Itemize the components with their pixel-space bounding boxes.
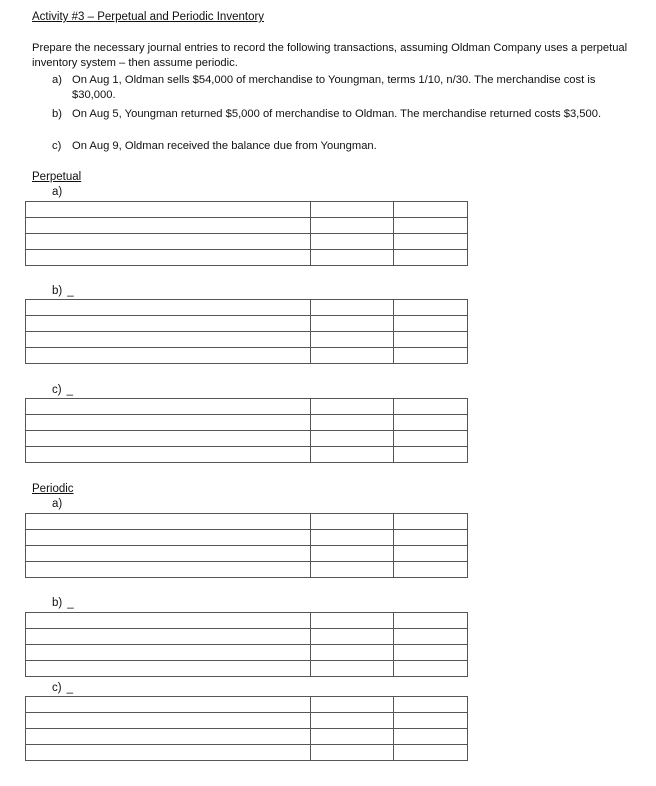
credit-cell[interactable] xyxy=(394,661,468,677)
periodic-journal-b xyxy=(25,612,468,677)
section-periodic-title: Periodic xyxy=(32,483,74,495)
journal-row xyxy=(26,250,468,266)
journal-row xyxy=(26,613,468,629)
debit-cell[interactable] xyxy=(311,530,394,546)
credit-cell[interactable] xyxy=(394,332,468,348)
journal-row xyxy=(26,514,468,530)
account-cell[interactable] xyxy=(26,300,311,316)
credit-cell[interactable] xyxy=(394,202,468,218)
periodic-journal-a xyxy=(25,513,468,578)
account-cell[interactable] xyxy=(26,745,311,761)
debit-cell[interactable] xyxy=(311,316,394,332)
account-cell[interactable] xyxy=(26,316,311,332)
transaction-b xyxy=(52,107,622,137)
periodic-part-b-label: b) _ xyxy=(52,597,74,609)
credit-cell[interactable] xyxy=(394,447,468,463)
credit-cell[interactable] xyxy=(394,234,468,250)
perpetual-part-a-label: a) xyxy=(52,186,63,198)
debit-cell[interactable] xyxy=(311,348,394,364)
credit-cell[interactable] xyxy=(394,300,468,316)
account-cell[interactable] xyxy=(26,661,311,677)
transaction-label: b) xyxy=(52,108,62,120)
transaction-a xyxy=(52,73,622,103)
credit-cell[interactable] xyxy=(394,713,468,729)
journal-row xyxy=(26,697,468,713)
debit-cell[interactable] xyxy=(311,629,394,645)
account-cell[interactable] xyxy=(26,415,311,431)
credit-cell[interactable] xyxy=(394,613,468,629)
journal-row xyxy=(26,431,468,447)
journal-row xyxy=(26,218,468,234)
account-cell[interactable] xyxy=(26,202,311,218)
journal-row xyxy=(26,629,468,645)
credit-cell[interactable] xyxy=(394,514,468,530)
credit-cell[interactable] xyxy=(394,562,468,578)
credit-cell[interactable] xyxy=(394,729,468,745)
journal-row xyxy=(26,530,468,546)
debit-cell[interactable] xyxy=(311,562,394,578)
journal-row xyxy=(26,546,468,562)
account-cell[interactable] xyxy=(26,399,311,415)
debit-cell[interactable] xyxy=(311,745,394,761)
credit-cell[interactable] xyxy=(394,250,468,266)
journal-row xyxy=(26,332,468,348)
account-cell[interactable] xyxy=(26,613,311,629)
journal-row xyxy=(26,399,468,415)
account-cell[interactable] xyxy=(26,697,311,713)
debit-cell[interactable] xyxy=(311,202,394,218)
credit-cell[interactable] xyxy=(394,348,468,364)
account-cell[interactable] xyxy=(26,713,311,729)
debit-cell[interactable] xyxy=(311,697,394,713)
debit-cell[interactable] xyxy=(311,514,394,530)
debit-cell[interactable] xyxy=(311,713,394,729)
journal-row xyxy=(26,745,468,761)
transaction-c xyxy=(52,139,622,154)
journal-row xyxy=(26,415,468,431)
debit-cell[interactable] xyxy=(311,447,394,463)
journal-row xyxy=(26,300,468,316)
credit-cell[interactable] xyxy=(394,431,468,447)
debit-cell[interactable] xyxy=(311,645,394,661)
credit-cell[interactable] xyxy=(394,218,468,234)
account-cell[interactable] xyxy=(26,234,311,250)
debit-cell[interactable] xyxy=(311,399,394,415)
periodic-journal-c xyxy=(25,696,468,761)
debit-cell[interactable] xyxy=(311,332,394,348)
instructions: Prepare the necessary journal entries to record the following transactions, assuming Oldman Company uses a perpetual inventory system – then assume periodic. xyxy=(32,42,628,69)
credit-cell[interactable] xyxy=(394,745,468,761)
debit-cell[interactable] xyxy=(311,415,394,431)
journal-row xyxy=(26,645,468,661)
debit-cell[interactable] xyxy=(311,234,394,250)
debit-cell[interactable] xyxy=(311,661,394,677)
journal-row xyxy=(26,348,468,364)
account-cell[interactable] xyxy=(26,546,311,562)
account-cell[interactable] xyxy=(26,218,311,234)
journal-row xyxy=(26,202,468,218)
journal-row xyxy=(26,234,468,250)
account-cell[interactable] xyxy=(26,514,311,530)
credit-cell[interactable] xyxy=(394,399,468,415)
periodic-part-c-label: c) _ xyxy=(52,682,73,694)
debit-cell[interactable] xyxy=(311,546,394,562)
journal-row xyxy=(26,729,468,745)
debit-cell[interactable] xyxy=(311,431,394,447)
credit-cell[interactable] xyxy=(394,645,468,661)
perpetual-part-c-label: c) _ xyxy=(52,384,73,396)
transaction-label: a) xyxy=(52,74,62,86)
perpetual-part-b-label: b) _ xyxy=(52,285,74,297)
account-cell[interactable] xyxy=(26,562,311,578)
credit-cell[interactable] xyxy=(394,316,468,332)
account-cell[interactable] xyxy=(26,729,311,745)
credit-cell[interactable] xyxy=(394,629,468,645)
transaction-text: On Aug 1, Oldman sells $54,000 of merchandise to Youngman, terms 1/10, n/30. The merchandise cost is $30,000. xyxy=(72,74,596,101)
account-cell[interactable] xyxy=(26,250,311,266)
journal-row xyxy=(26,713,468,729)
perpetual-journal-b xyxy=(25,299,468,364)
transaction-label: c) xyxy=(52,140,62,152)
debit-cell[interactable] xyxy=(311,250,394,266)
perpetual-journal-a xyxy=(25,201,468,266)
debit-cell[interactable] xyxy=(311,613,394,629)
periodic-part-a-label: a) xyxy=(52,498,63,510)
perpetual-journal-c xyxy=(25,398,468,463)
account-cell[interactable] xyxy=(26,348,311,364)
journal-row xyxy=(26,562,468,578)
debit-cell[interactable] xyxy=(311,300,394,316)
account-cell[interactable] xyxy=(26,530,311,546)
journal-row xyxy=(26,316,468,332)
journal-row xyxy=(26,661,468,677)
journal-row xyxy=(26,447,468,463)
debit-cell[interactable] xyxy=(311,218,394,234)
credit-cell[interactable] xyxy=(394,697,468,713)
account-cell[interactable] xyxy=(26,645,311,661)
page-title: Activity #3 – Perpetual and Periodic Inventory xyxy=(32,11,265,23)
account-cell[interactable] xyxy=(26,332,311,348)
account-cell[interactable] xyxy=(26,629,311,645)
account-cell[interactable] xyxy=(26,431,311,447)
transaction-text: On Aug 9, Oldman received the balance due from Youngman. xyxy=(72,140,377,152)
debit-cell[interactable] xyxy=(311,729,394,745)
section-perpetual-title: Perpetual xyxy=(32,171,82,183)
credit-cell[interactable] xyxy=(394,530,468,546)
credit-cell[interactable] xyxy=(394,415,468,431)
account-cell[interactable] xyxy=(26,447,311,463)
credit-cell[interactable] xyxy=(394,546,468,562)
transaction-text: On Aug 5, Youngman returned $5,000 of merchandise to Oldman. The merchandise returned costs $3,500. xyxy=(72,108,602,120)
